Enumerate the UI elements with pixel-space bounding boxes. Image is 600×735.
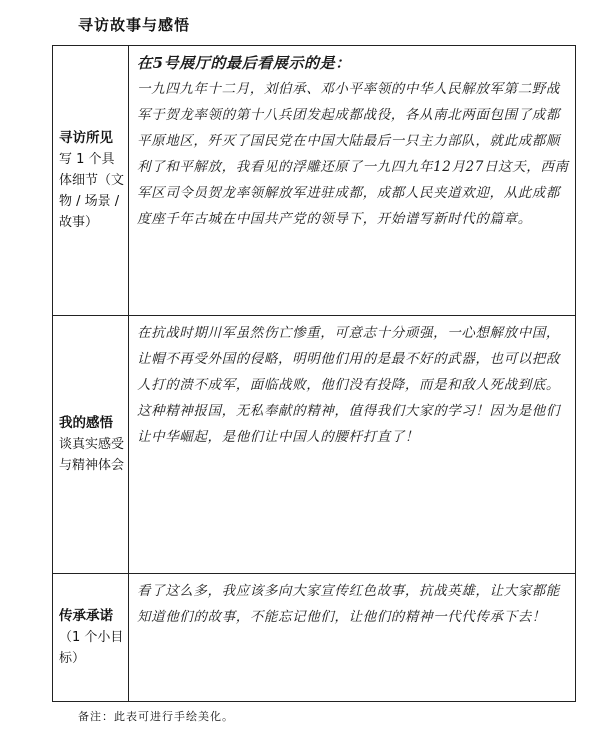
feeling-content: 在抗战时期川军虽然伤亡惨重，可意志十分顽强，一心想解放中国，让帽不再受外国的侵略，明明他们用的是最不好的武器，也可以把敌人打的溃不成军，面临战败，他们没有投降，而是和敌人死战到底。这种精神报国，无私奉献的精神，值得我们大家的学习！因为是他们让中华崛起，是他们让中国人的腰杆打直了！ xyxy=(137,325,560,445)
label-desc-promise: （1 个小目标） xyxy=(59,630,124,666)
table-row-feeling xyxy=(53,316,576,574)
label-title-promise: 传承承诺 xyxy=(59,608,113,624)
table-row-promise xyxy=(53,574,576,702)
label-title-visit: 寻访所见 xyxy=(59,130,113,146)
content-cell-feeling[interactable] xyxy=(129,316,576,574)
record-table xyxy=(52,45,576,702)
visit-heading: 在5号展厅的最后看展示的是： xyxy=(137,54,351,72)
label-cell-feeling xyxy=(53,316,129,574)
content-cell-visit[interactable] xyxy=(129,46,576,316)
label-cell-visit xyxy=(53,46,129,316)
content-cell-promise[interactable] xyxy=(129,574,576,702)
page-title: 寻访故事与感悟 xyxy=(78,16,191,34)
promise-content: 看了这么多，我应该多向大家宣传红色故事，抗战英雄，让大家都能知道他们的故事，不能忘记他们，让他们的精神一代代传承下去！ xyxy=(137,583,560,625)
table-row-visit xyxy=(53,46,576,316)
visit-content: 一九四九年十二月，刘伯承、邓小平率领的中华人民解放军第二野战军于贺龙率领的第十八兵团发起成都战役，各从南北两面包围了成都平原地区，歼灭了国民党在中国大陆最后一只主力部队，就此成都顺利了和平解放，我看见的浮雕还原了一九四九年12月27日这天，西南军区司令员贺龙率领解放军进驻成都，成都人民夹道欢迎，从此成都度座千年古城在中国共产党的领导下，开始谱写新时代的篇章。 xyxy=(137,81,569,227)
label-desc-visit: 写 1 个具体细节（文物 / 场景 / 故事） xyxy=(59,152,125,230)
label-desc-feeling: 谈真实感受与精神体会 xyxy=(59,437,125,473)
label-title-feeling: 我的感悟 xyxy=(59,415,113,431)
footnote: 备注：此表可进行手绘美化。 xyxy=(78,710,234,723)
label-cell-promise xyxy=(53,574,129,702)
